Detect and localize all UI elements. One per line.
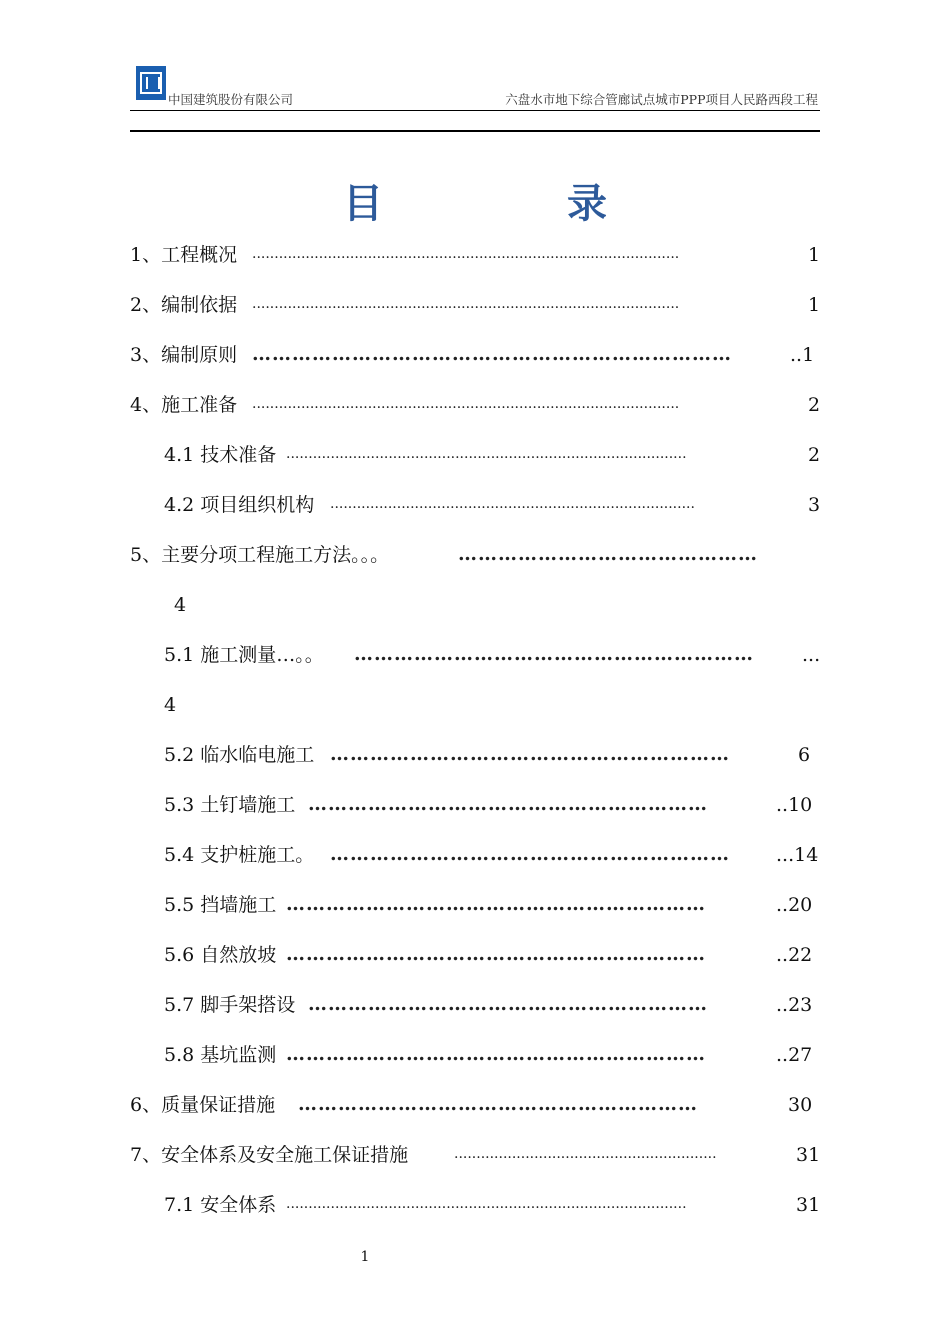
toc-leader: ……………………………………………………… xyxy=(286,1043,706,1065)
toc-entry[interactable] xyxy=(164,843,314,867)
toc-page: 1 xyxy=(808,294,821,316)
toc-page: 31 xyxy=(796,1194,821,1216)
toc-entry[interactable] xyxy=(164,943,276,967)
toc-entry-label: 2、编制依据 xyxy=(130,294,238,316)
project-name: 六盘水市地下综合管廊试点城市PPP项目人民路西段工程 xyxy=(505,92,818,107)
toc-entry-label: 1、工程概况 xyxy=(130,244,238,266)
toc-page: 1 xyxy=(808,244,821,266)
toc-entry-label: 5、主要分项工程施工方法。。。 xyxy=(130,544,390,566)
toc-entry-label: 5.3 土钉墙施工 xyxy=(164,794,296,816)
toc-entry-label: 4.2 项目组织机构 xyxy=(164,494,315,516)
toc-leader: …………………………………………………… xyxy=(330,743,730,765)
toc-entry[interactable] xyxy=(164,893,276,917)
toc-page: ..23 xyxy=(776,994,813,1016)
toc-entry[interactable] xyxy=(164,493,314,517)
toc-entry[interactable] xyxy=(164,1043,276,1067)
toc-page: 6 xyxy=(798,744,811,766)
toc-page: 31 xyxy=(796,1144,821,1166)
toc-page: 4 xyxy=(174,594,187,616)
toc-entry-label: 5.7 脚手架搭设 xyxy=(164,994,296,1016)
toc-leader: ................................................................................................ xyxy=(252,396,680,412)
toc-page-continued: ... xyxy=(802,644,821,666)
toc-page: 2 xyxy=(808,394,821,416)
toc-entry-label: 6、质量保证措施 xyxy=(130,1094,276,1116)
toc-entry-label: 3、编制原则 xyxy=(130,344,238,366)
toc-entry-label: 5.6 自然放坡 xyxy=(164,944,277,966)
toc-entry[interactable] xyxy=(130,343,237,367)
toc-page: ..27 xyxy=(776,1044,813,1066)
toc-entry-label: 5.2 临水临电施工 xyxy=(164,744,315,766)
toc-page: ..1 xyxy=(790,344,815,366)
toc-entry[interactable] xyxy=(164,793,295,817)
toc-entry-label: 5.8 基坑监测 xyxy=(164,1044,277,1066)
toc-entry[interactable] xyxy=(164,993,295,1017)
toc-leader: .......................................................................................... xyxy=(286,446,687,462)
page-number: 1 xyxy=(360,1249,370,1265)
toc-leader: ................................................................................................ xyxy=(252,296,680,312)
toc-entry[interactable] xyxy=(164,443,276,467)
toc-entry-label: 4、施工准备 xyxy=(130,394,238,416)
company-name: 中国建筑股份有限公司 xyxy=(168,92,294,107)
toc-leader: …………………………………………………… xyxy=(354,643,754,665)
toc-entry-label: 7.1 安全体系 xyxy=(164,1194,277,1216)
toc-leader: .......................................................................................... xyxy=(286,1196,687,1212)
toc-entry[interactable] xyxy=(130,1093,275,1117)
toc-leader: ……………………………………………………… xyxy=(286,893,706,915)
page-title: 目 录 xyxy=(343,180,679,227)
toc-entry[interactable] xyxy=(130,293,237,317)
toc-page: ..22 xyxy=(776,944,813,966)
toc-leader: ................................................................................................ xyxy=(252,246,680,262)
toc-page: ..10 xyxy=(776,794,813,816)
toc-page: ...14 xyxy=(776,844,819,866)
toc-page: ..20 xyxy=(776,894,813,916)
toc-entry-label: 7、安全体系及安全施工保证措施 xyxy=(130,1144,409,1166)
toc-leader: …………………………………………………… xyxy=(308,993,708,1015)
toc-entry-label: 5.4 支护桩施工。 xyxy=(164,844,315,866)
toc-page: 3 xyxy=(808,494,821,516)
toc-entry[interactable] xyxy=(130,1143,408,1167)
toc-page: 4 xyxy=(164,694,177,716)
toc-leader: ........................................................... xyxy=(454,1146,717,1162)
toc-entry[interactable] xyxy=(164,1193,276,1217)
header-rule xyxy=(130,110,820,111)
toc-leader: ……………………………………………………… xyxy=(286,943,706,965)
toc-entry-label: 5.1 施工测量…。。 xyxy=(164,644,324,666)
toc-entry[interactable] xyxy=(164,743,314,767)
toc-entry[interactable] xyxy=(130,243,237,267)
toc-entry[interactable] xyxy=(164,643,324,667)
toc-leader: .................................................................................. xyxy=(330,496,695,512)
toc-leader: ……………………………………… xyxy=(458,543,758,565)
toc-entry-label: 4.1 技术准备 xyxy=(164,444,277,466)
toc-entry-label: 5.5 挡墙施工 xyxy=(164,894,277,916)
toc-leader: ……………………………………………………………… xyxy=(252,343,732,365)
toc-leader: …………………………………………………… xyxy=(308,793,708,815)
header-divider xyxy=(130,130,820,132)
cscec-logo-icon xyxy=(136,66,166,100)
toc-leader: …………………………………………………… xyxy=(330,843,730,865)
toc-entry[interactable] xyxy=(130,393,237,417)
toc-page: 30 xyxy=(788,1094,813,1116)
toc-entry[interactable] xyxy=(130,543,389,567)
toc-leader: …………………………………………………… xyxy=(298,1093,698,1115)
toc-page: 2 xyxy=(808,444,821,466)
page-header xyxy=(130,66,820,108)
